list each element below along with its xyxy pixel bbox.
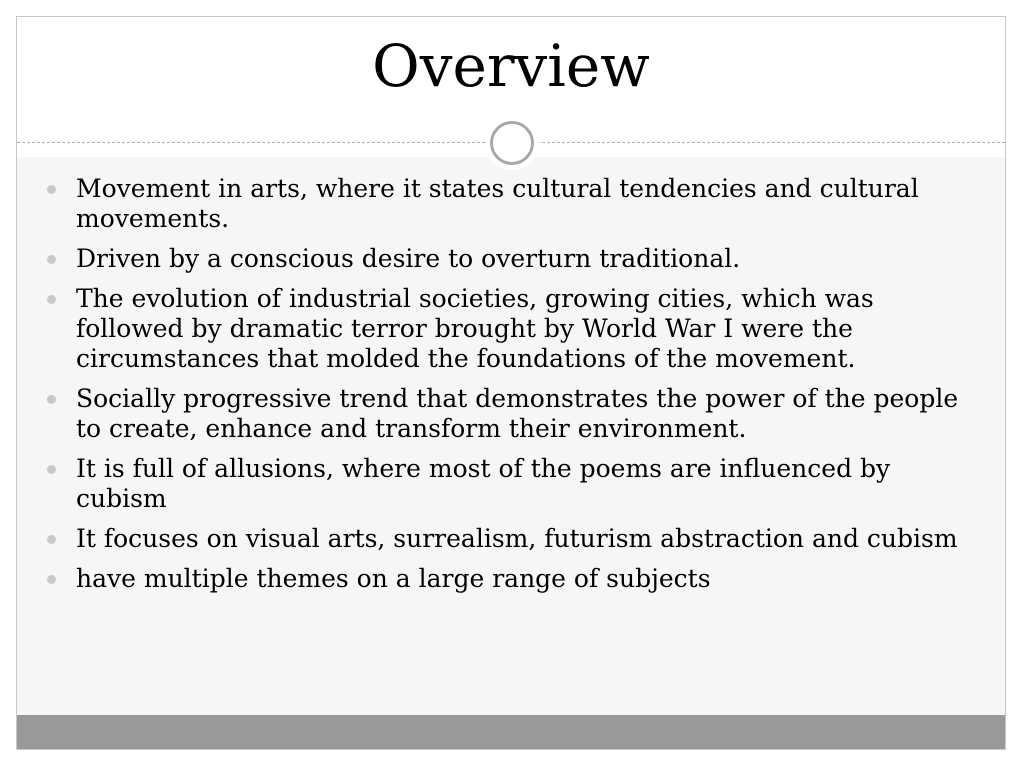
bullet-dot-icon (47, 255, 56, 264)
bullet-list (47, 174, 977, 604)
circle-ornament-icon (485, 116, 539, 170)
footer-bar (17, 715, 1005, 749)
bullet-text: Socially progressive trend that demonstrates the power of the people to create, enhance and transform their environment. (76, 384, 959, 443)
bullet-text: Movement in arts, where it states cultural tendencies and cultural movements. (76, 174, 919, 233)
bullet-item (47, 384, 977, 444)
bullet-item (47, 174, 977, 234)
slide (16, 16, 1006, 750)
bullet-text: Driven by a conscious desire to overturn traditional. (76, 244, 741, 273)
bullet-text: have multiple themes on a large range of subjects (76, 564, 711, 593)
bullet-text: The evolution of industrial societies, growing cities, which was followed by dramatic terror brought by World War I were the circumstances that molded the foundations of the movement. (76, 284, 874, 373)
bullet-text: It is full of allusions, where most of the poems are influenced by cubism (76, 454, 891, 513)
slide-title: Overview (372, 32, 650, 100)
bullet-text: It focuses on visual arts, surrealism, futurism abstraction and cubism (76, 524, 958, 553)
bullet-dot-icon (47, 395, 56, 404)
bullet-dot-icon (47, 295, 56, 304)
bullet-item (47, 564, 977, 594)
bullet-item (47, 244, 977, 274)
bullet-item (47, 524, 977, 554)
bullet-item (47, 284, 977, 374)
bullet-item (47, 454, 977, 514)
bullet-dot-icon (47, 575, 56, 584)
bullet-dot-icon (47, 185, 56, 194)
bullet-dot-icon (47, 465, 56, 474)
bullet-dot-icon (47, 535, 56, 544)
